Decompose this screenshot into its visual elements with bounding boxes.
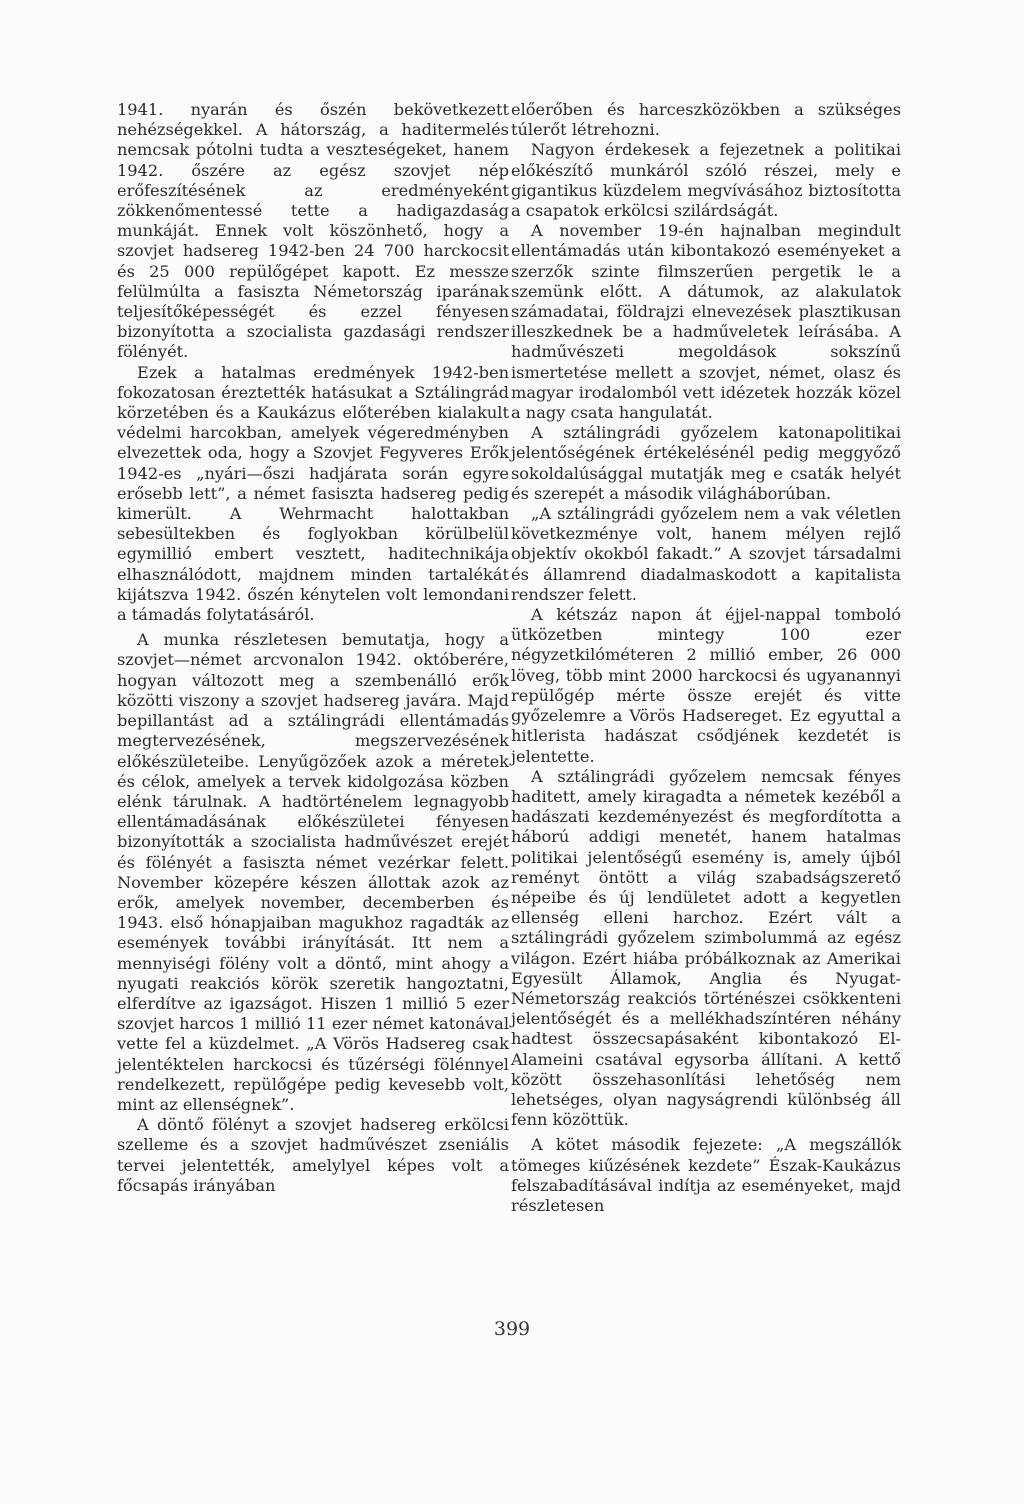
left-paragraph-3: A munka részletesen bemutatja, hogy a szovjet—német arcvonalon 1942. októberére, hogyan változott meg a szembenálló erők közötti viszony a szovjet hadsereg javára. Majd bepillantást ad a sztálingrádi ellentámadás megtervezésének, megszervezésének előkészületeibe. Lenyűgözőek azok a méretek és célok, amelyek a tervek kidolgozása közben elénk tárulnak. A hadtörténelem legnagyobb ellentámadásának előkészületei fényesen bizonyították a szocialista hadművészet erejét és fölényét a fasiszta német vezérkar felett. November közepére készen állottak azok az erők, amelyek november, decemberben és 1943. első hónapjaiban magukhoz ragadták az események további irányítását. Itt nem a mennyiségi fölény volt a döntő, mint ahogy a nyugati reakciós körök szeretik hangoztatni, elferdítve az igazságot. Hiszen 1 millió 5 ezer szovjet harcos 1 millió 11 ezer német katonával vette fel a küzdelmet. „A Vörös Hadsereg csak jelentéktelen harckocsi és tűzérségi fölénnyel rendelkezett, repülőgépe pedig kevesebb volt, mint az ellenségnek”.	[117, 630, 509, 1114]
right-text-column	[511, 100, 901, 1216]
left-paragraph-1: 1941. nyarán és őszén bekövetkezett nehézségekkel. A hátország, a haditermelés nemcsak pótolni tudta a veszteségeket, hanem 1942. őszére az egész szovjet nép erőfeszítésének az eredményeként zökkenőmentessé tette a hadigazdaság munkáját. Ennek volt köszönhető, hogy a szovjet hadsereg 1942-ben 24 700 harckocsit és 25 000 repülőgépet kapott. Ez messze felülmúlta a fasiszta Németország iparának teljesítőképességét és ezzel fényesen bizonyította a szocialista gazdasági rendszer fölényét.	[117, 100, 509, 362]
right-paragraph-4: A sztálingrádi győzelem katonapolitikai jelentőségének értékelésénél pedig meggyőző sokoldalúsággal mutatják meg e csaták helyét és szerepét a második világháborúban.	[511, 423, 901, 503]
left-text-column	[117, 100, 509, 1196]
right-paragraph-2: Nagyon érdekesek a fejezetnek a politikai előkészítő munkáról szóló részei, mely e gigantikus küzdelem megvívásához biztosította a csapatok erkölcsi szilárdságát.	[511, 140, 901, 221]
right-paragraph-7: A sztálingrádi győzelem nemcsak fényes haditett, amely kiragadta a németek kezéből a hadászati kezdeményezést és megfordította a háború addigi menetét, hanem hatalmas politikai jelentőségű esemény is, amely újból reményt öntött a világ szabadságszerető népeibe és új lendületet adott a kegyetlen ellenség elleni harchoz. Ezért vált a sztálingrádi győzelem szimbolummá az egész világon. Ezért hiába próbálkoznak az Amerikai Egyesült Államok, Anglia és Nyugat-Németország reakciós történészei csökkenteni jelentőségét és a mellékhadszíntéren néhány hadtest összecsapásaként kibontakozó El-Alameini csatával egysorba állítani. A kettő között összehasonlítási lehetőség nem lehetséges, olyan nagyságrendi különbség áll fenn közöttük.	[511, 766, 901, 1130]
right-paragraph-6: A kétszáz napon át éjjel-nappal tomboló ütközetben mintegy 100 ezer négyzetkilóméteren 2 millió ember, 26 000 löveg, több mint 2000 harckocsi és ugyanannyi repülőgép mérte össze erejét és vitte győzelemre a Vörös Hadsereget. Ez egyuttal a hitlerista hadászat csődjének kezdetét is jelentette.	[511, 605, 901, 766]
right-paragraph-8: A kötet második fejezete: „A megszállók tömeges kiűzésének kezdete” Észak-Kaukázus felszabadításával indítja az eseményeket, majd részletesen	[511, 1135, 901, 1215]
left-paragraph-4: A döntő fölényt a szovjet hadsereg erkölcsi szelleme és a szovjet hadművészet zseniális tervei jelentették, amelylyel képes volt a főcsapás irányában	[117, 1115, 509, 1195]
page-number: 399	[493, 1318, 531, 1340]
right-paragraph-3: A november 19-én hajnalban megindult ellentámadás után kibontakozó eseményeket a szerzők szinte filmszerűen pergetik le a szemünk előtt. A dátumok, az alakulatok számadatai, földrajzi elnevezések plasztikusan illeszkednek be a hadműveletek leírásába. A hadművészeti megoldások sokszínű ismertetése mellett a szovjet, német, olasz és magyar irodalomból vett idézetek hozzák közel a nagy csata hangulatát.	[511, 221, 901, 423]
left-paragraph-2: Ezek a hatalmas eredmények 1942-ben fokozatosan éreztették hatásukat a Sztálingrád körzetében és a Kaukázus előterében kialakult védelmi harcokban, amelyek végeredményben elvezettek oda, hogy a Szovjet Fegyveres Erők 1942-es „nyári—őszi hadjárata során egyre erősebb lett”, a német fasiszta hadsereg pedig kimerült. A Wehrmacht halottakban sebesültekben és foglyokban körülbelül egymillió embert vesztett, haditechnikája elhasználódott, majdnem minden tartalékát kijátszva 1942. őszén kénytelen volt lemondani a támadás folytatásáról.	[117, 362, 509, 625]
right-paragraph-1: előerőben és harceszközökben a szükséges túlerőt létrehozni.	[511, 100, 901, 140]
right-paragraph-5: „A sztálingrádi győzelem nem a vak véletlen következménye volt, hanem mélyen rejlő objektív okokból fakadt.” A szovjet társadalmi és államrend diadalmaskodott a kapitalista rendszer felett.	[511, 504, 901, 604]
